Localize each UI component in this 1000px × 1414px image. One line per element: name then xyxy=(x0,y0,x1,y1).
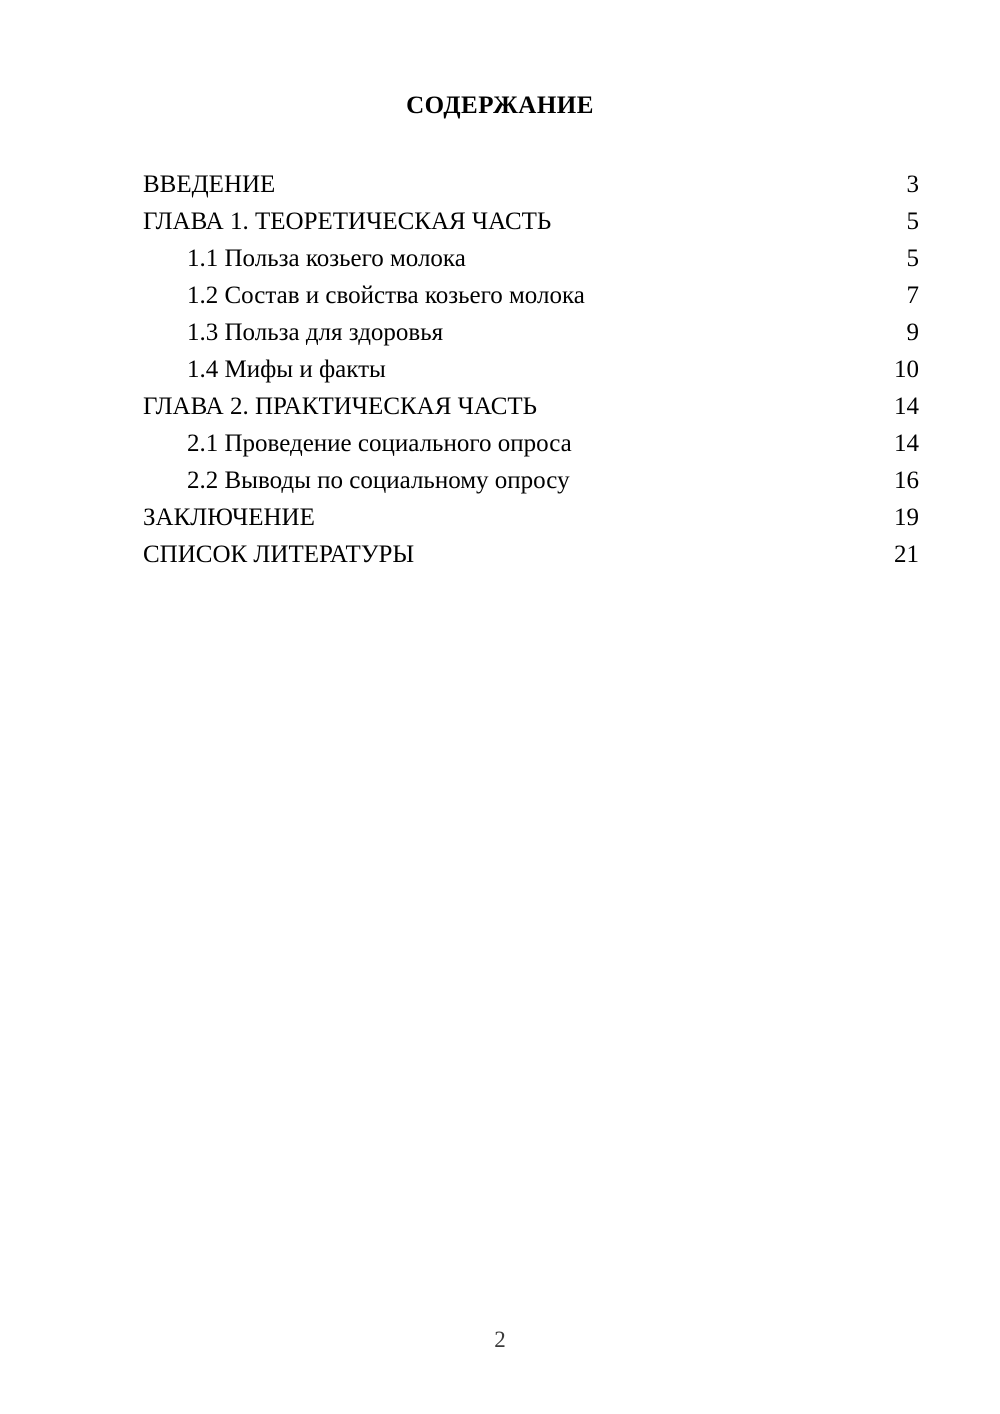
toc-entry-page: 5 xyxy=(906,245,919,272)
toc-entry[interactable] xyxy=(143,240,919,277)
toc-entry-page: 5 xyxy=(906,208,919,235)
toc-entry[interactable] xyxy=(143,536,919,573)
toc-entry-page: 7 xyxy=(906,282,919,309)
toc-entry-label: 2.2 Выводы по социальному опросу xyxy=(187,467,570,494)
toc-entry-page: 3 xyxy=(906,171,919,198)
toc-entry[interactable] xyxy=(143,499,919,536)
table-of-contents xyxy=(143,166,919,573)
toc-entry-label: ВВЕДЕНИЕ xyxy=(143,171,276,198)
toc-entry-label: ГЛАВА 2. ПРАКТИЧЕСКАЯ ЧАСТЬ xyxy=(143,393,538,420)
toc-entry-label: 1.3 Польза для здоровья xyxy=(187,319,444,346)
footer-page-number: 2 xyxy=(494,1327,506,1352)
toc-entry-page: 19 xyxy=(894,504,919,531)
toc-entry[interactable] xyxy=(143,388,919,425)
toc-entry[interactable] xyxy=(143,314,919,351)
toc-entry-page: 14 xyxy=(894,430,919,457)
toc-entry[interactable] xyxy=(143,462,919,499)
toc-entry-label: 1.1 Польза козьего молока xyxy=(187,245,466,272)
toc-entry-page: 9 xyxy=(906,319,919,346)
toc-entry-label: 1.4 Мифы и факты xyxy=(187,356,386,383)
toc-entry[interactable] xyxy=(143,351,919,388)
toc-entry[interactable] xyxy=(143,166,919,203)
toc-entry-label: ГЛАВА 1. ТЕОРЕТИЧЕСКАЯ ЧАСТЬ xyxy=(143,208,552,235)
toc-entry-page: 16 xyxy=(894,467,919,494)
toc-entry-label: ЗАКЛЮЧЕНИЕ xyxy=(143,504,315,531)
page-title: СОДЕРЖАНИЕ xyxy=(406,92,594,119)
toc-entry-page: 21 xyxy=(894,541,919,568)
toc-entry-page: 14 xyxy=(894,393,919,420)
toc-entry[interactable] xyxy=(143,277,919,314)
toc-entry-label: СПИСОК ЛИТЕРАТУРЫ xyxy=(143,541,415,568)
toc-entry-page: 10 xyxy=(894,356,919,383)
toc-entry[interactable] xyxy=(143,425,919,462)
toc-entry[interactable] xyxy=(143,203,919,240)
toc-entry-label: 1.2 Состав и свойства козьего молока xyxy=(187,282,585,309)
toc-entry-label: 2.1 Проведение социального опроса xyxy=(187,430,572,457)
